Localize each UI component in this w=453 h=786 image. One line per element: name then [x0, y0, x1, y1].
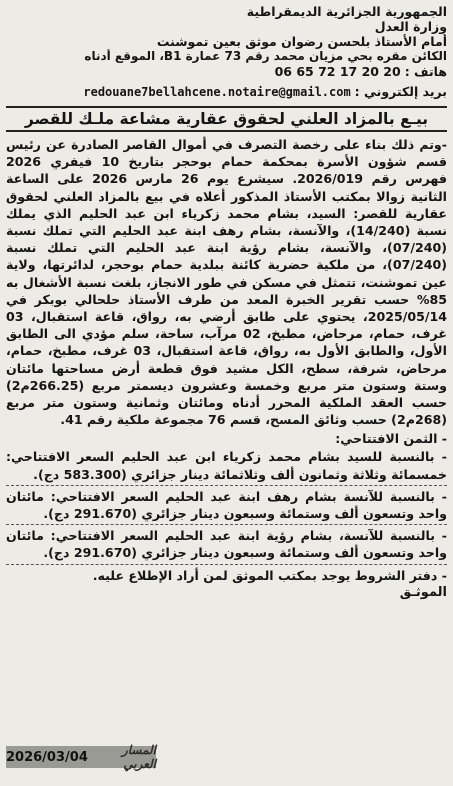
header-republic: الجمهورية الجزائرية الديمقراطية	[246, 4, 447, 19]
phone-row	[6, 64, 447, 79]
price-item-3: - بالنسبة للآنسة، بشام رؤية ابنة عبد الحليم السعر الافتتاحي: مائتان واحد وتسعون ألف وستمائة وسبعون دينار جزائري (291.670 دج).	[6, 528, 447, 561]
conditions-note: - دفتر الشروط يوجد بمكتب الموثق لمن أراد الإطلاع عليه.	[92, 567, 447, 583]
phone-number: 06 65 72 17 20 20	[274, 64, 401, 79]
notice-title: بيـع بالمزاد العلني لحقوق عقارية مشاعة ملـك للقصر	[6, 106, 447, 132]
header-address: الكائن مقره بحي مزيان محمد رقم 73 عمارة B1، الموقع أدناه	[84, 49, 447, 63]
divider	[6, 524, 447, 525]
header-ministry: وزارة العدل	[374, 19, 447, 34]
email-address: redouane7bellahcene.notaire@gmail.com	[83, 85, 351, 99]
body-text: -وتم ذلك بناء على رخصة التصرف في أموال القاصر الصادرة عن رئيس قسم شؤون الأسرة بمحكمة حمام بوحجر بتاريخ 10 فيفري 2026 فهرس رقم 2026/019. سيشرع يوم 26 مارس 2026 على الساعة الثانية زوالا بمكتب الأستاذ المذكور أعلاه في بيع بالمزاد العلني لحقوق عقارية للقصر: السيد، بشام محمد زكرياء ابن عبد الحليم الذي يملك نسبة (14/240)، والآنسة، بشام رهف ابنة عبد الحليم التي تملك نسبة (07/240)، والآنسة، بشام رؤية ابنة عبد الحليم التي تملك نسبة (07/240)، من ملكية حضرية كائنة ببلدية حمام بوحجر، لدائرتها، ولاية عين تموشنت، تتمثل في مسكن في طور الانجاز، بلغت نسبة الأشغال به 85% حسب تقرير الخبرة المعد من طرف الأستاذ حلحالي بوبكر في 2025/05/14، يحتوي على طابق أرضي به، رواق، قاعة استقبال، 03 غرف، حمام، مرحاض، مطبخ، 02 مرآب، ساحة، سلم مؤدي الى الطابق الأول، والطابق الأول به، رواق، قاعة استقبال، 03 غرف، مطبخ، حمام، مرحاض، شرفة، سطح، الكل مشيد فوق قطعة أرض مساحتها مائتان وستة وستون متر مربع وخمسة وعشرون ديسمتر مربع (266.25م2) حسب العقد الملكية المحرر أدناه ومائتان وثمانية وستون متر مربع (268م2) حسب وثائق المسح، قسم 76 مجموعة ملكية رقم 41.	[6, 137, 447, 428]
publication-footer	[6, 743, 156, 771]
publication-date: 2026/03/04	[6, 749, 88, 765]
email-label: بريد إلكتروني :	[354, 84, 447, 99]
notary-signature: الموثـق	[399, 584, 447, 600]
price-item-1: - بالنسبة للسيد بشام محمد زكرياء ابن عبد الحليم السعر الافتتاحي: خمسمائة وثلاثة وثمانون ألف وثلاثمائة دينار جزائري (583.300 دج).	[6, 449, 447, 482]
header-notary: أمام الأستاذ بلحسن رضوان موثق بعين تموشنت	[156, 34, 447, 49]
divider	[6, 485, 447, 486]
email-row	[6, 84, 447, 100]
notice-body	[6, 136, 447, 428]
phone-label: هاتف :	[404, 64, 447, 79]
opening-price-label: - الثمن الافتتاحي:	[335, 431, 447, 447]
price-item-2: - بالنسبة للآنسة بشام رهف ابنة عبد الحليم السعر الافتتاحي: مائتان واحد وتسعون ألف وستمائة وسبعون دينار جزائري (291.670 دج).	[6, 488, 447, 522]
divider	[6, 564, 447, 565]
newspaper-name: المسار العربي	[121, 743, 156, 771]
